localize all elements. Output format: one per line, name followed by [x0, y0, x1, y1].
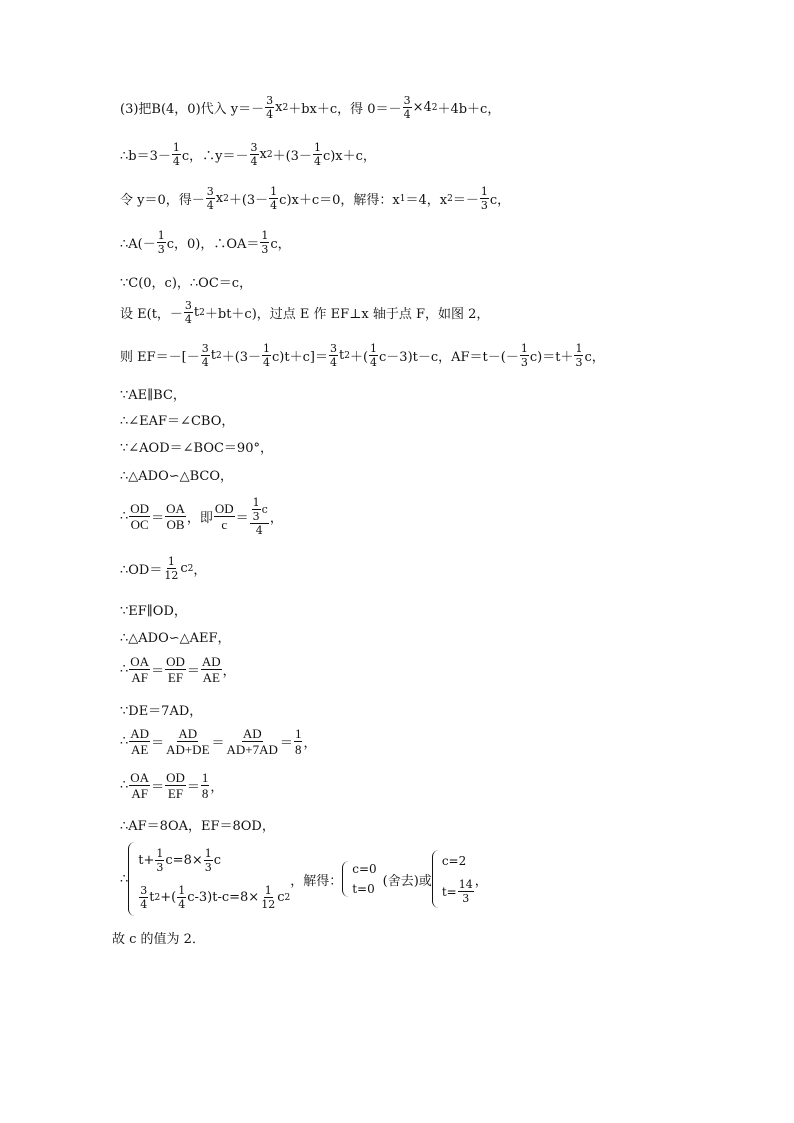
denominator: AE — [202, 670, 220, 685]
text-run: c=8× — [165, 853, 203, 868]
text-run: 则 EF＝－[－ — [120, 350, 200, 365]
denominator: 4 — [140, 898, 148, 911]
numerator: 1 — [252, 496, 260, 509]
numerator: 1 — [178, 884, 186, 897]
text-run: c， — [489, 193, 511, 208]
text-run: c，0)，∴OA＝ — [166, 237, 260, 252]
fraction — [201, 771, 210, 800]
numerator: 1 — [156, 847, 164, 860]
line-l2 — [120, 142, 376, 167]
fraction — [177, 885, 186, 910]
text-run: c — [180, 561, 188, 576]
fraction — [201, 655, 222, 684]
line-l1 — [120, 95, 500, 120]
text-run: c)t＋c]＝ — [272, 350, 328, 365]
text-run: c — [213, 853, 222, 868]
line-l20 — [120, 815, 275, 834]
fraction — [262, 343, 271, 368]
text-run: x — [215, 191, 224, 206]
text-run: t — [338, 348, 345, 363]
numerator: 1 — [294, 726, 302, 741]
text-run: ∵EF∥OD， — [120, 604, 187, 619]
text-run: ＝ — [151, 511, 165, 526]
superscript: 2 — [154, 892, 161, 903]
system-row-1 — [138, 848, 290, 873]
solution-1 — [352, 859, 376, 899]
text-run: x — [275, 100, 283, 115]
fraction — [129, 771, 150, 800]
denominator: 8 — [294, 742, 302, 757]
left-brace — [432, 850, 439, 908]
text-run: t — [193, 305, 200, 320]
fraction — [165, 655, 186, 684]
text-run: ＝ — [235, 511, 249, 526]
superscript: 2 — [199, 307, 205, 318]
denominator: EF — [167, 670, 184, 685]
line-l12 — [120, 497, 283, 536]
line-l7 — [120, 343, 605, 368]
text-run: c)＝t＋ — [529, 350, 574, 365]
denominator: 4 — [329, 356, 337, 369]
text-run: ∴△ADO∽△BCO， — [120, 469, 234, 484]
denominator: c — [221, 517, 228, 532]
line-l5 — [120, 272, 252, 291]
fraction — [252, 497, 261, 522]
text-run: ＋bx＋c，得 0＝－ — [288, 102, 402, 117]
line-l14 — [120, 600, 187, 619]
text-run: ∴△ADO∽△AEF， — [120, 631, 231, 646]
denominator: 4 — [370, 356, 378, 369]
numerator: 3 — [184, 299, 192, 312]
numerator: 1 — [201, 770, 209, 785]
fraction — [250, 142, 259, 167]
fraction — [265, 95, 274, 120]
fraction — [403, 95, 412, 120]
line-l3 — [120, 186, 510, 211]
numerator: AD — [242, 726, 262, 741]
compound-numerator — [250, 497, 269, 524]
denominator: 4 — [255, 524, 263, 537]
superscript: 2 — [266, 149, 273, 160]
numerator: 3 — [403, 94, 411, 107]
text-run: ∴OD＝ — [120, 563, 163, 578]
fraction — [206, 186, 215, 211]
numerator: OA — [166, 501, 185, 516]
numerator: 1 — [172, 141, 180, 154]
numerator: 1 — [264, 884, 272, 897]
text-run: 设 E(t，－ — [120, 307, 183, 322]
denominator: 12 — [261, 898, 276, 911]
fraction — [458, 879, 474, 904]
solved-label: ，解得： — [290, 873, 343, 889]
text-run: ∴ — [120, 662, 129, 677]
numerator: 1 — [370, 342, 378, 355]
system-line — [120, 842, 488, 916]
line-l19 — [120, 771, 223, 800]
text-run: ， — [210, 780, 224, 795]
denominator: AD+DE — [166, 742, 210, 757]
line-l8 — [120, 384, 186, 403]
text-run: ∴b＝3－ — [120, 149, 171, 164]
denominator: 4 — [403, 108, 411, 121]
variable: c — [261, 503, 268, 516]
solution-2-c — [442, 854, 475, 868]
text-run: ＝－ — [452, 193, 479, 208]
solution-2-t — [442, 879, 475, 904]
text-run: t+ — [138, 853, 155, 868]
left-brace — [128, 842, 135, 916]
line-l4 — [120, 230, 291, 255]
denominator: 3 — [480, 199, 488, 212]
left-brace — [342, 861, 349, 897]
numerator: OD — [214, 501, 234, 516]
denominator: 3 — [462, 892, 470, 906]
numerator: 1 — [204, 847, 212, 860]
text-run: ＋(3－ — [228, 193, 269, 208]
solution-2 — [442, 848, 475, 910]
line-l18 — [120, 727, 316, 756]
denominator: OC — [130, 517, 149, 532]
text-run: ＝ — [279, 736, 293, 751]
superscript: 2 — [215, 350, 222, 361]
text-run: ∴ — [120, 778, 129, 793]
fraction — [214, 502, 235, 531]
fraction — [520, 343, 529, 368]
text-run: c)x＋c， — [322, 149, 376, 164]
text-run: c， — [584, 350, 605, 365]
superscript: 2 — [223, 193, 229, 204]
conclusion-text: 故 c 的值为 2． — [112, 932, 205, 947]
denominator: AF — [131, 786, 148, 801]
fraction — [226, 727, 279, 756]
text-run: ， — [303, 736, 317, 751]
numerator: OA — [130, 654, 150, 669]
text-run: ∴ — [120, 509, 129, 524]
denominator: 4 — [206, 199, 214, 212]
text-run: ∴∠EAF＝∠CBO， — [120, 414, 235, 429]
text-run: c — [277, 890, 285, 905]
superscript: 2 — [284, 892, 291, 903]
text-run: c)x＋c＝0，解得：x — [279, 193, 400, 208]
fraction — [574, 343, 583, 368]
subscript: 1 — [399, 193, 406, 204]
denominator: 3 — [157, 243, 165, 256]
denominator: 4 — [172, 155, 180, 168]
text-run: ∴ — [120, 734, 129, 749]
numerator: 1 — [313, 141, 321, 154]
fraction — [172, 142, 181, 167]
line-l13 — [120, 556, 206, 581]
text-run: ∴AF＝8OA，EF＝8OD， — [120, 819, 275, 834]
text-run: c-3)t-c=8× — [187, 890, 260, 905]
text-run: ＋(3－ — [221, 350, 262, 365]
numerator: 1 — [167, 555, 175, 568]
denominator: AE — [131, 742, 149, 757]
denominator: 3 — [520, 356, 528, 369]
text-run: c－3)t－c，AF＝t－(－ — [379, 350, 519, 365]
text-run: ＋bt＋c)，过点 E 作 EF⊥x 轴于点 F，如图 2， — [204, 307, 490, 322]
denominator: 4 — [266, 108, 274, 121]
numerator: 3 — [201, 342, 209, 355]
text-run: t — [149, 890, 155, 905]
text-run: ∴A(－ — [120, 237, 156, 252]
denominator: 4 — [178, 898, 186, 911]
denominator: EF — [167, 786, 184, 801]
fraction — [129, 502, 150, 531]
subscript: 2 — [447, 193, 453, 204]
fraction — [155, 848, 164, 873]
text-run: ＝4，x — [405, 193, 448, 208]
fraction — [369, 343, 378, 368]
superscript: 2 — [431, 102, 438, 113]
conclusion-line — [112, 928, 205, 947]
text-run: t — [210, 348, 216, 363]
text-run: 令 y＝0，得－ — [120, 193, 205, 208]
text-run: ∵C(0，c)，∴OC＝c， — [120, 276, 253, 291]
numerator: 1 — [263, 342, 271, 355]
fraction — [165, 771, 186, 800]
text-run: +( — [160, 890, 177, 905]
line-l11 — [120, 465, 233, 484]
superscript: 2 — [282, 102, 289, 113]
numerator: 3 — [206, 185, 214, 198]
denominator: 3 — [261, 243, 269, 256]
text-run: x — [259, 147, 267, 162]
denominator: 4 — [201, 356, 209, 369]
line-l16 — [120, 655, 236, 684]
text-run: c，∴y＝－ — [181, 149, 249, 164]
text-run: ， — [222, 664, 236, 679]
numerator: OD — [166, 654, 185, 669]
denominator: 4 — [263, 356, 271, 369]
denominator: 3 — [204, 861, 212, 874]
denominator: OB — [166, 517, 185, 532]
solution-1-t: t=0 — [352, 882, 375, 896]
fraction — [204, 848, 213, 873]
fraction — [329, 343, 338, 368]
numerator: 1 — [575, 342, 583, 355]
text-run: ＝ — [211, 736, 225, 751]
denominator: 3 — [252, 510, 260, 523]
denominator: 4 — [313, 155, 321, 168]
text-run: c=2 — [441, 853, 467, 868]
numerator: 3 — [140, 884, 148, 897]
fraction — [313, 142, 322, 167]
denominator: 4 — [270, 199, 278, 212]
text-run: ＝ — [186, 780, 200, 795]
text-run: t= — [441, 884, 457, 899]
numerator: 3 — [266, 94, 274, 107]
numerator: OD — [166, 770, 185, 785]
numerator: 3 — [329, 342, 337, 355]
fraction — [269, 186, 278, 211]
fraction — [157, 230, 166, 255]
numerator: OD — [130, 501, 150, 516]
denominator: 4 — [184, 313, 192, 326]
fraction — [163, 556, 179, 581]
fraction — [480, 186, 489, 211]
superscript: 2 — [187, 563, 194, 574]
text-run: ∵DE＝7AD， — [120, 704, 203, 719]
text-run: c， — [270, 237, 291, 252]
solution-1-c: c=0 — [352, 862, 377, 876]
fraction — [294, 727, 303, 756]
text-run: ＝ — [151, 664, 165, 679]
numerator: AD — [178, 726, 198, 741]
line-l15 — [120, 627, 231, 646]
equation-system — [138, 842, 290, 916]
denominator: 12 — [164, 569, 179, 582]
line-l9 — [120, 410, 234, 429]
denominator: 4 — [250, 155, 258, 168]
fraction — [184, 300, 193, 325]
text-run: ＋(3－ — [272, 149, 312, 164]
numerator: 1 — [520, 342, 528, 355]
line-l6 — [120, 300, 489, 325]
fraction — [129, 727, 150, 756]
discard-label: (舍去)或 — [382, 873, 432, 889]
text-run: ＋4b＋c， — [437, 102, 501, 117]
numerator: AD — [130, 726, 150, 741]
denominator: AF — [131, 670, 148, 685]
denominator: 8 — [201, 786, 209, 801]
end-punct: ， — [474, 873, 488, 889]
fraction — [165, 502, 186, 531]
text-run: (3)把B(4，0)代入 y＝－ — [120, 102, 265, 117]
text-run: ∵∠AOD＝∠BOC＝90°， — [120, 441, 273, 456]
fraction — [165, 727, 210, 756]
numerator: 1 — [157, 229, 165, 242]
text-run: ＋( — [349, 350, 369, 365]
numerator: 1 — [261, 229, 269, 242]
denominator: AD+7AD — [226, 742, 278, 757]
numerator: 1 — [480, 185, 488, 198]
numerator: 14 — [458, 878, 473, 892]
numerator: OA — [130, 770, 150, 785]
denominator: 3 — [156, 861, 164, 874]
text-run: ， — [193, 563, 207, 578]
text-run: ＝ — [186, 664, 200, 679]
system-row-2 — [138, 885, 290, 910]
text-run: ＝ — [151, 736, 165, 751]
fraction — [129, 655, 150, 684]
compound-fraction — [250, 497, 269, 536]
text-run: ＝ — [151, 780, 165, 795]
text-run: ∵AE∥BC， — [120, 388, 186, 403]
fraction — [139, 885, 148, 910]
line-l10 — [120, 437, 273, 456]
superscript: 2 — [344, 350, 350, 361]
line-l17 — [120, 700, 202, 719]
denominator: 3 — [575, 356, 583, 369]
text-run: ， — [269, 511, 283, 526]
numerator: 1 — [270, 185, 278, 198]
fraction — [260, 230, 269, 255]
text-run: ×4 — [412, 100, 432, 115]
numerator: 3 — [250, 141, 258, 154]
fraction — [260, 885, 276, 910]
fraction — [201, 343, 210, 368]
numerator: AD — [201, 654, 221, 669]
therefore-symbol: ∴ — [120, 871, 129, 887]
text-run: ，即 — [186, 511, 213, 526]
